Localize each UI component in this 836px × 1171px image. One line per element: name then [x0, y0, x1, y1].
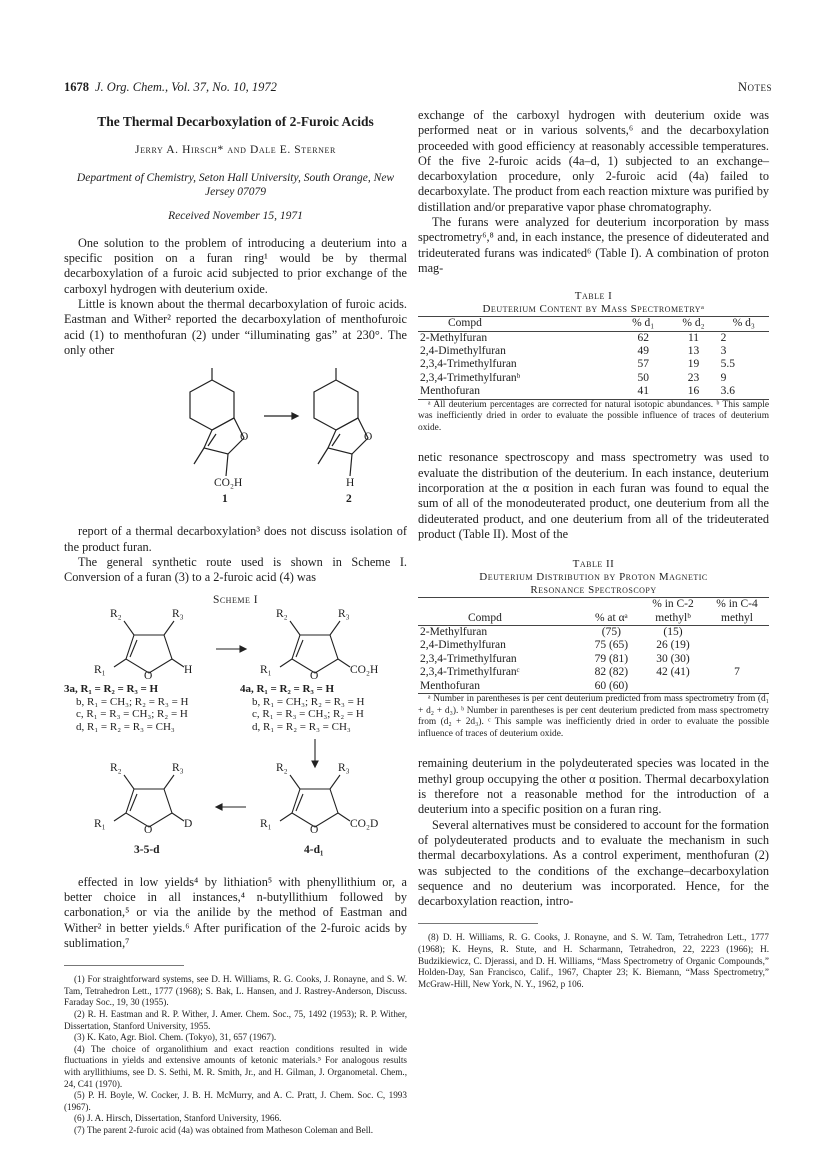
table-cell [705, 653, 769, 666]
footnote: (6) J. A. Hirsch, Dissertation, Stanford University, 1966. [74, 1113, 282, 1124]
article-affiliation: Department of Chemistry, Seton Hall University, South Orange, New Jersey 07079 [76, 171, 395, 198]
footnote-rule [64, 965, 184, 970]
table-caption: Deuterium Distribution by Proton Magnetic [479, 571, 708, 584]
oxygen-atom: O [364, 431, 373, 444]
table-1 [418, 290, 769, 434]
oxygen-atom: O [310, 669, 319, 682]
table-cell: Menthofuran [420, 679, 481, 692]
table-cell [641, 680, 705, 694]
table-caption: Deuterium Content by Mass Spectrometryᵃ [482, 303, 705, 316]
list-item: c, R₁ = R₃ = CH₃; R₂ = H [76, 708, 188, 721]
list-item: 4a, R₁ = R₂ = R₃ = H [240, 682, 335, 695]
table-cell: Menthofuran [420, 385, 481, 398]
table-cell: 79 (81) [594, 652, 629, 665]
footnote-rule [418, 923, 538, 928]
compound-label: 4-d₁ [304, 843, 324, 856]
list-item: c, R₁ = R₃ = CH₃; R₂ = H [252, 708, 364, 721]
table-cell: 62 [637, 331, 649, 344]
r3-label: R₃ [172, 761, 184, 774]
footnote: (5) P. H. Boyle, W. Cocker, J. B. H. McMurry, and A. C. Pratt, J. Chem. Soc. C, 1993 (1967). [64, 1090, 407, 1112]
table-header: % in C-2 methylᵇ [652, 598, 694, 624]
r1-label: R₁ [260, 663, 272, 676]
table-cell: 2,3,4-Trimethylfuran [420, 652, 517, 665]
table-cell: (15) [663, 626, 683, 639]
table-note: ᵃ All deuterium percentages are corrected for natural isotopic abundances. ᵇ This sample was inefficiently dried in order to evaluate the possible influence of traces of deuterium oxide. [418, 399, 769, 433]
table-row [418, 331, 769, 345]
oxygen-atom: O [240, 431, 249, 444]
compound-3-list [64, 683, 189, 734]
table-header: Compd [468, 611, 502, 624]
right-column [418, 108, 769, 990]
table-row [418, 345, 769, 358]
carboxyl-group: CO₂H [350, 663, 379, 676]
table-cell: 2-Methylfuran [420, 331, 488, 344]
article-authors: Jerry A. Hirsch* and Dale E. Sterner [135, 144, 336, 157]
table-header: % d₃ [732, 317, 755, 330]
compound-label: 2 [346, 493, 352, 506]
paragraph: report of a thermal decarboxylation³ does not discuss isolation of the product furan. [64, 524, 407, 554]
table-row [418, 666, 769, 679]
carboxyl-group: CO₂H [214, 477, 243, 490]
table-header: % in C-4 methyl [716, 598, 758, 624]
menthofuran-structures [64, 364, 407, 514]
table-cell: 57 [637, 358, 649, 371]
oxygen-atom: O [310, 823, 319, 836]
received-date: Received November 15, 1971 [168, 209, 303, 222]
table-row [418, 680, 769, 694]
table-row [418, 358, 769, 371]
table-cell: 23 [687, 371, 700, 384]
footnote: (4) The choice of organolithium and exact reaction conditions resulted in wide fluctuations in yields and extensive amounts of ketonic materials.⁵ For analogous results with aryllithiums, see D. S. Sethi, M. R. Smith, Jr., and H. Gilman, J. Organometal. Chem., 24, C41 (1970). [64, 1043, 407, 1089]
r2-label: R₂ [276, 607, 288, 620]
table-1-grid [418, 316, 769, 399]
table-row [418, 626, 769, 640]
table-cell: (75) [601, 626, 621, 639]
table-cell: 42 (41) [656, 666, 690, 679]
r1-label: R₁ [260, 817, 272, 830]
r1-label: R₁ [94, 663, 106, 676]
table-cell: 2 [720, 331, 727, 344]
table-cell: 11 [687, 331, 700, 344]
table-cell [705, 639, 769, 652]
table-2-grid [418, 597, 769, 694]
table-cell: 16 [687, 385, 700, 398]
paragraph: The furans were analyzed for deuterium incorporation by mass spectrometry⁶,⁸ and, in each instance, the presence of dideuterated and trideuterated furans was indicated⁶ (Table I). A combination of proton mag- [418, 215, 769, 275]
paragraph: Little is known about the thermal decarboxylation of furoic acids. Eastman and Wither² reported the decarboxylation of menthofuroic acid (1) to menthofuran (2) under “illuminating gas” at 230°. The only other [64, 297, 407, 357]
table-row [418, 372, 769, 385]
r3-label: R₃ [338, 761, 350, 774]
footnote: (7) The parent 2-furoic acid (4a) was obtained from Matheson Coleman and Bell. [74, 1124, 374, 1135]
table-2 [418, 558, 769, 740]
table-cell: 2-Methylfuran [420, 626, 488, 639]
r3-label: R₃ [172, 607, 184, 620]
table-cell: 49 [637, 345, 649, 358]
table-cell: 13 [687, 345, 700, 358]
list-item: d, R₁ = R₂ = R₃ = CH₃ [76, 721, 175, 734]
oxygen-atom: O [144, 669, 153, 682]
table-row [418, 653, 769, 666]
table-cell: 2,3,4-Trimethylfuran [420, 358, 517, 371]
scheme-title: Scheme I [212, 594, 259, 607]
oxygen-atom: O [144, 823, 153, 836]
table-cell: 75 (65) [594, 639, 629, 652]
footnote: (2) R. H. Eastman and R. P. Wither, J. Amer. Chem. Soc., 75, 1492 (1953); R. P. Wither, Dissertation, Stanford University, 1955. [64, 1009, 407, 1031]
paragraph: netic resonance spectroscopy and mass spectrometry was used to evaluate the distribution of the deuterium. In each instance, deuterium incorporation at the α position in each furan was found to equal the sum of all of the monodeuterated product, one deuterium from all the dideuterated product, and one deuterium from all of the trideuterated product (Table II). Most of the [418, 450, 769, 541]
scheme-1 [64, 607, 407, 863]
paragraph: One solution to the problem of introducing a deuterium into a specific position on a furan ring¹ would be by thermal decarboxylation of a furoic acid subjected to prior exchange of the carboxyl hydrogen with deuterium oxide. [64, 235, 407, 296]
carboxyl-d-group: CO₂D [350, 817, 379, 830]
footnotes-right [418, 932, 769, 990]
running-header [64, 80, 772, 98]
table-cell: 9 [720, 371, 727, 384]
table-cell: 2,4-Dimethylfuran [420, 639, 506, 652]
footnote: (1) For straightforward systems, see D. H. Williams, R. G. Cooks, J. Ronayne, and S. W. Tam, Tetrahedron Lett., 1777 (1968); S. Bak, L. Hansen, and J. Rastrey-Anderson, Discuss. Faraday Soc., 19, 30 (1955). [64, 974, 407, 1008]
table-cell: 82 (82) [594, 666, 629, 679]
hydrogen-atom: H [184, 663, 193, 676]
page-number: 1678 [64, 80, 89, 94]
table-cell [705, 680, 769, 694]
table-note: ᵃ Number in parentheses is per cent deuterium predicted from mass spectrometry from (d₁ + d₂ + d₃). ᵇ Number in parentheses is per cent deuterium predicted from mass spectrometry from (d₂ + 2d₃). ᶜ This sample was inefficiently dried in order to evaluate the possible influence of traces of deuterium oxide. [418, 694, 769, 739]
journal-citation: J. Org. Chem., Vol. 37, No. 10, 1972 [95, 80, 277, 94]
table-cell: 26 (19) [656, 639, 690, 652]
r3-label: R₃ [338, 607, 350, 620]
hydrogen-atom: H [346, 477, 355, 490]
section-name: Notes [737, 80, 772, 94]
list-item: 3a, R₁ = R₂ = R₃ = H [64, 682, 159, 695]
table-number: Table II [572, 558, 615, 571]
r2-label: R₂ [110, 761, 122, 774]
table-cell: 50 [637, 371, 649, 384]
table-cell: 41 [637, 385, 649, 398]
table-cell: 3 [720, 345, 727, 358]
structure-1-to-2 [64, 364, 407, 514]
paragraph: exchange of the carboxyl hydrogen with deuterium oxide was performed neat or in various solvents,⁶ and the decarboxylation proceeded with good efficiency at reasonably accessible temperatures. Of the five 2-furoic acids (4a–d, 1) subjected to an exchange–decarboxylation procedure, only 2-furoic acid (4a) failed to decarboxylate. The product from each reaction mixture was purified by distillation and/or preparative vapor phase chromatography. [418, 108, 769, 214]
table-cell: 30 (30) [656, 652, 690, 665]
table-header: % d₂ [682, 317, 705, 330]
r1-label: R₁ [94, 817, 106, 830]
table-header: % d₁ [632, 317, 655, 330]
table-cell: 3.6 [720, 385, 736, 398]
table-header: Compd [448, 317, 482, 330]
table-cell: 2,4-Dimethylfuran [420, 345, 506, 358]
table-caption: Resonance Spectroscopy [530, 584, 657, 597]
table-row [418, 639, 769, 652]
list-item: b, R₁ = CH₃; R₂ = R₃ = H [252, 695, 365, 708]
table-cell [705, 626, 769, 640]
compound-label: 3-5-d [134, 843, 160, 856]
table-header: % at αᵃ [594, 611, 628, 624]
paragraph: effected in low yields⁴ by lithiation⁵ with phenyllithium or, a better choice in all instances,⁴ n-butyllithium followed by carbonation,⁵ or via the anilide by the method of Eastman and Wither² in better yields.⁶ After purification of the 2-furoic acids by sublimation,⁷ [64, 874, 407, 950]
article-title: The Thermal Decarboxylation of 2-Furoic Acids [97, 114, 374, 129]
compound-4-list [240, 683, 365, 734]
footnotes-left [64, 974, 407, 1136]
footnote: (8) D. H. Williams, R. G. Cooks, J. Ronayne, and S. W. Tam, Tetrahedron Lett., 1777 (1968); K. Heyns, R. Stute, and H. Scharmann, Tetrahedron, 22, 2223 (1966); H. Budzikiewicz, C. Djerassi, and D. H. Williams, “Mass Spectrometry of Organic Compounds,” Holden-Day, San Francisco, Calif., 1967, Chapter 23; K. Biemann, “Mass Spectrometry,” McGraw-Hill, New York, N. Y., 1962, p 106. [418, 932, 769, 989]
compound-label: 1 [222, 493, 228, 506]
table-cell: 5.5 [720, 358, 736, 371]
table-row [418, 385, 769, 399]
table-number: Table I [574, 290, 613, 303]
paragraph: Several alternatives must be considered to account for the formation of polydeuterated products and to evaluate the mechanism in such thermal decarboxylations. As a control experiment, menthofuran (2) was subjected to the conditions of the exchange–decarboxylation sequence and no deuterium was incorporated. Hence, for the decarboxylation reaction, intro- [418, 817, 769, 909]
table-cell: 7 [734, 666, 740, 679]
list-item: d, R₁ = R₂ = R₃ = CH₃ [252, 721, 351, 734]
r2-label: R₂ [276, 761, 288, 774]
footnote: (3) K. Kato, Agr. Biol. Chem. (Tokyo), 31, 657 (1967). [74, 1032, 277, 1043]
left-column [64, 108, 407, 1137]
r2-label: R₂ [110, 607, 122, 620]
table-cell: 60 (60) [594, 679, 629, 692]
paragraph: The general synthetic route used is shown in Scheme I. Conversion of a furan (3) to a 2-furoic acid (4) was [64, 554, 407, 585]
table-cell: 2,3,4-Trimethylfuranᶜ [420, 666, 520, 679]
list-item: b, R₁ = CH₃; R₂ = R₃ = H [76, 695, 189, 708]
paragraph: remaining deuterium in the polydeuterated species was located in the methyl group occupying the other α position. Thermal decarboxylation is therefore not a reasonable method for the introduction of a deuterium into a specific position on a furan ring. [418, 756, 769, 817]
table-cell: 2,3,4-Trimethylfuranᵇ [420, 371, 521, 384]
deuterium-atom: D [184, 817, 193, 830]
table-cell: 19 [687, 358, 700, 371]
